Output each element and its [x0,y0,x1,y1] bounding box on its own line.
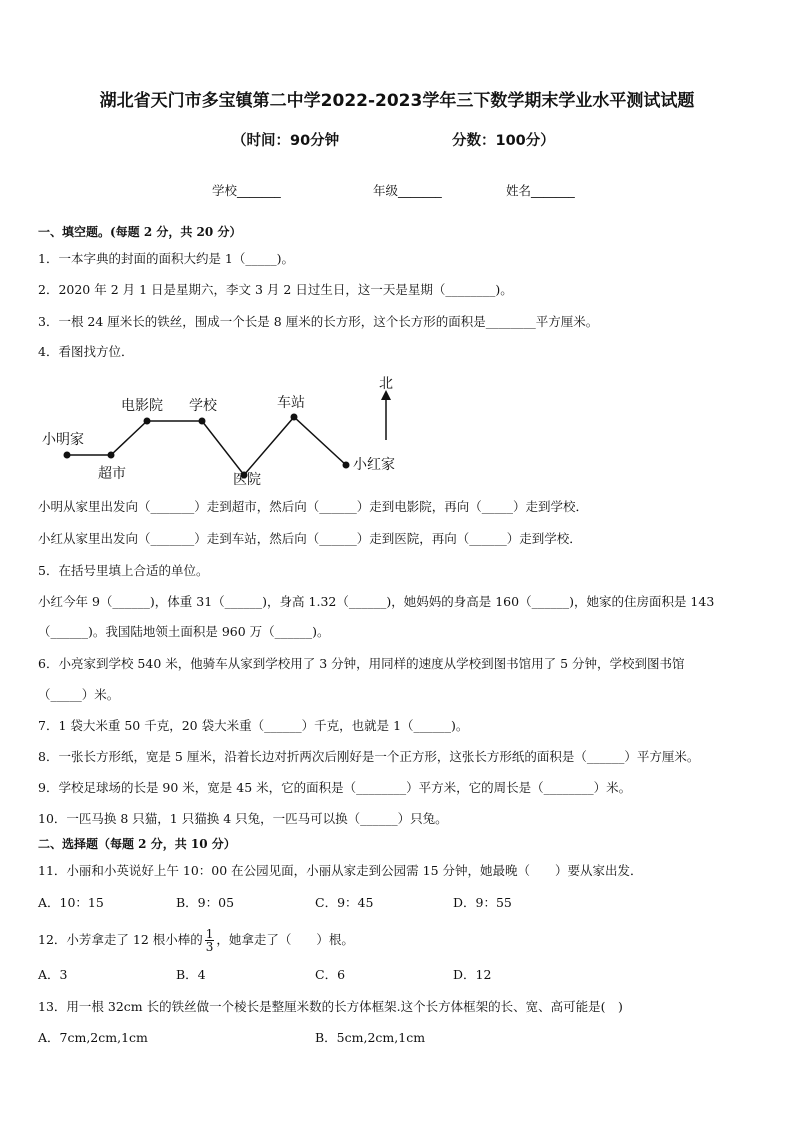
label-cinema: 电影院 [121,398,163,414]
question-12-text-after: ，她拿走了（ ）根。 [216,932,354,947]
section-heading-fill-blank: 一、填空题。(每题 2 分，共 20 分） [38,225,242,239]
page-title: 湖北省天门市多宝镇第二中学2022-2023学年三下数学期末学业水平测试试题 [99,91,695,111]
cinema-point [144,418,151,425]
q12-option-b[interactable]: B．4 [176,967,206,982]
question-9: 9．学校足球场的长是 90 米，宽是 45 米，它的面积是（________）平方米，它的周长是（________）米。 [38,780,632,795]
question-3: 3．一根 24 厘米长的铁丝，围成一个长是 8 厘米的长方形，这个长方形的面积是________平方厘米。 [38,314,599,329]
label-school: 学校 [189,398,217,414]
question-12-text-before: 12．小芳拿走了 12 根小棒的 [38,932,203,947]
question-5-line-1: 小红今年 9（______)，体重 31（______)，身高 1.32（______)，她妈妈的身高是 160（______)，她家的住房面积是 143 [38,594,715,609]
name-field[interactable]: 姓名_______ [506,183,575,198]
q12-option-a[interactable]: A．3 [38,967,68,982]
question-1: 1．一本字典的封面的面积大约是 1（_____)。 [38,251,295,266]
exam-time: （时间：90分钟 [232,133,340,149]
question-6-line-2: （_____）米。 [38,687,120,702]
q11-option-d[interactable]: D．9：55 [453,895,512,910]
label-station: 车站 [277,395,305,411]
grade-field[interactable]: 年级_______ [373,183,442,198]
label-xiaohong-home: 小红家 [353,457,395,473]
question-4-line-2: 小红从家里出发向（_______）走到车站，然后向（______）走到医院，再向（______）走到学校． [38,531,582,546]
label-north: 北 [379,376,393,392]
question-10: 10．一匹马换 8 只猫，1 只猫换 4 只兔，一匹马可以换（______）只兔。 [38,811,448,826]
station-point [291,414,298,421]
question-5: 5．在括号里填上合适的单位。 [38,563,209,578]
q13-option-a[interactable]: A．7cm,2cm,1cm [38,1030,148,1045]
question-4: 4．看图找方位． [38,344,134,359]
q11-option-a[interactable]: A．10：15 [38,895,104,910]
question-6-line-1: 6．小亮家到学校 540 米，他骑车从家到学校用了 3 分钟，用同样的速度从学校到图书馆用了 5 分钟，学校到图书馆 [38,656,685,671]
section-heading-choice: 二、选择题（每题 2 分，共 10 分） [38,837,236,851]
question-11: 11．小丽和小英说好上午 10：00 在公园见面，小丽从家走到公园需 15 分钟，她最晚（ ）要从家出发． [38,863,643,878]
label-hospital: 医院 [233,472,261,488]
q13-option-b[interactable]: B．5cm,2cm,1cm [315,1030,426,1045]
question-12 [38,928,354,953]
school-field[interactable]: 学校_______ [212,183,281,198]
label-xiaoming-home: 小明家 [42,432,84,448]
fraction-numerator: 1 [205,927,214,941]
exam-score: 分数：100分） [452,133,555,149]
question-8: 8．一张长方形纸，宽是 5 厘米，沿着长边对折两次后刚好是一个正方形，这张长方形纸的面积是（______）平方厘米。 [38,749,700,764]
question-4-line-1: 小明从家里出发向（_______）走到超市，然后向（______）走到电影院，再向（_____）走到学校． [38,499,589,514]
q12-option-d[interactable]: D．12 [453,967,492,982]
q11-option-c[interactable]: C．9：45 [315,895,374,910]
question-5-line-2: （______)。我国陆地领土面积是 960 万（______)。 [38,624,330,639]
fraction-one-third [205,928,215,953]
supermarket-point [108,452,115,459]
question-2: 2．2020 年 2 月 1 日是星期六，李文 3 月 2 日过生日，这一天是星期（________)。 [38,282,513,297]
direction-map [30,370,450,490]
q11-option-b[interactable]: B．9：05 [176,895,235,910]
q12-option-c[interactable]: C．6 [315,967,346,982]
question-13: 13．用一根 32cm 长的铁丝做一个棱长是整厘米数的长方体框架.这个长方体框架的长、宽、高可能是( ) [38,999,623,1014]
label-supermarket: 超市 [98,466,126,482]
fraction-denominator: 3 [205,940,214,954]
question-7: 7．1 袋大米重 50 千克，20 袋大米重（______）千克，也就是 1（______)。 [38,718,469,733]
school-point [199,418,206,425]
xiaoming-home-point [64,452,71,459]
xiaohong-home-point [343,462,350,469]
